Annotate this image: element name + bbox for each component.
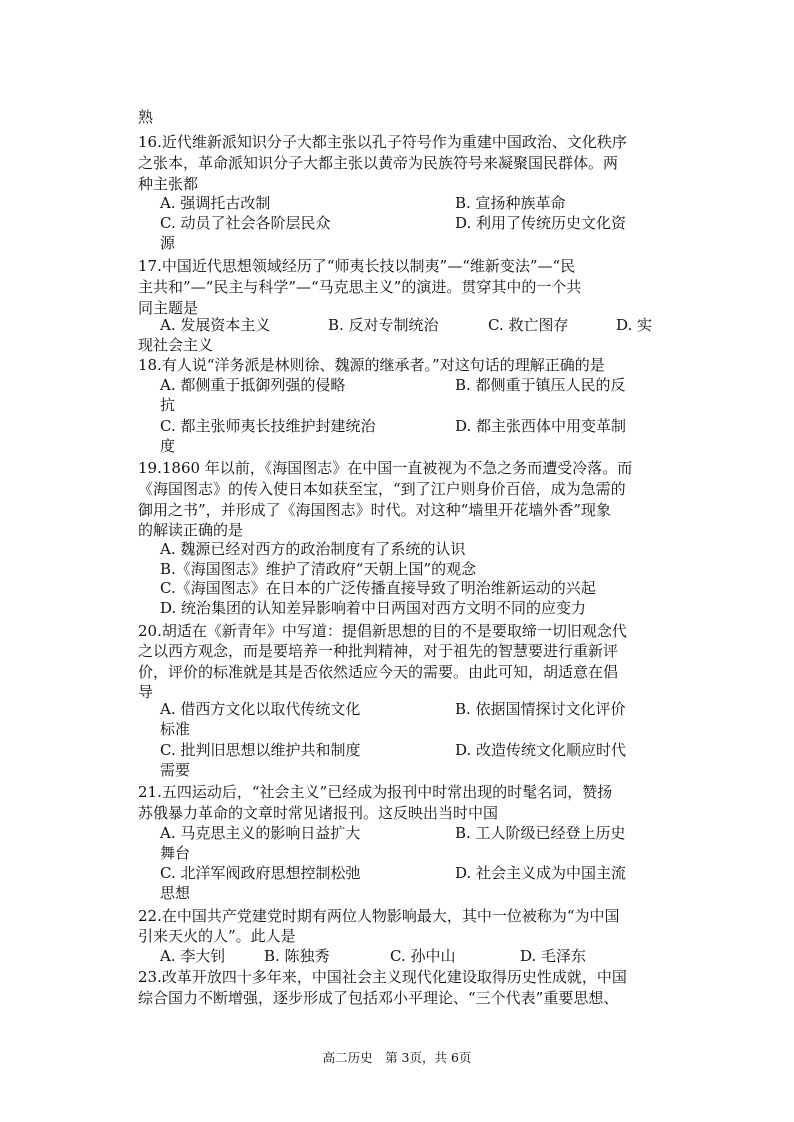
q18-stem-line-1: 18.有人说“洋务派是林则徐、魏源的继承者。”对这句话的理解正确的是	[138, 356, 605, 374]
q17-option-a: A. 发展资本主义	[160, 316, 271, 334]
q17-stem-line-1: 17.中国近代思想领域经历了“师夷长技以制夷”—“维新变法”—“民	[138, 257, 576, 275]
q19-stem-line-4: 的解读正确的是	[138, 521, 244, 539]
q17-option-d-wrap: 现社会主义	[138, 336, 214, 354]
q17-stem-line-3: 同主题是	[138, 299, 199, 317]
q21-stem-line-1: 21.五四运动后，“社会主义”已经成为报刊中时常出现的时髦名词，赞扬	[138, 783, 613, 801]
q21-option-b-wrap: 舞台	[160, 844, 191, 862]
q22-stem-line-2: 引来天火的人”。此人是	[138, 927, 296, 945]
q23-stem-line-2: 综合国力不断增强，逐步形成了包括邓小平理论、“三个代表”重要思想、	[138, 989, 619, 1007]
q19-option-d: D. 统治集团的认知差异影响着中日两国对西方文明不同的应变力	[160, 599, 587, 617]
q21-option-d-wrap: 思想	[160, 884, 191, 902]
q20-stem-line-2: 之以西方观念，而是要培养一种批判精神，对于祖先的智慧要进行重新评	[138, 642, 619, 660]
q19-option-b: B.《海国图志》维护了清政府“天朝上国”的观念	[160, 560, 477, 578]
q16-stem-line-3: 种主张都	[138, 175, 199, 193]
q20-option-b: B. 依据国情探讨文化评价	[455, 700, 626, 718]
q18-option-d: D. 都主张西体中用变革制	[455, 417, 627, 435]
q18-option-a: A. 都侧重于抵御列强的侵略	[160, 376, 346, 394]
q22-option-c: C. 孙中山	[390, 947, 456, 965]
q17-stem-line-2: 主共和”—“民主与科学”—“马克思主义”的演进。贯穿其中的一个共	[138, 278, 582, 296]
q16-option-d-wrap: 源	[160, 234, 176, 252]
q17-option-b: B. 反对专制统治	[328, 316, 439, 334]
q21-option-c: C. 北洋军阀政府思想控制松弛	[160, 864, 361, 882]
q18-option-c: C. 都主张师夷长技维护封建统治	[160, 417, 376, 435]
q16-option-a: A. 强调托古改制	[160, 194, 271, 212]
q22-stem-line-1: 22.在中国共产党建党时期有两位人物影响最大，其中一位被称为“为中国	[138, 907, 620, 925]
q21-option-d: D. 社会主义成为中国主流	[455, 864, 627, 882]
q20-stem-line-3: 价，评价的标准就是其是否依然适应今天的需要。由此可知，胡适意在倡	[138, 663, 619, 681]
q22-option-a: A. 李大钊	[160, 947, 226, 965]
q19-stem-line-3: 御用之书”，并形成了《海国图志》时代。对这种“墙里开花墙外香”现象	[138, 501, 612, 519]
q20-option-c: C. 批判旧思想以维护共和制度	[160, 741, 361, 759]
q16-stem-line-2: 之张本，革命派知识分子大都主张以黄帝为民族符号来凝聚国民群体。两	[138, 154, 619, 172]
q19-option-c: C.《海国图志》在日本的广泛传播直接导致了明治维新运动的兴起	[160, 579, 596, 597]
q20-option-b-wrap: 标准	[160, 720, 191, 738]
q21-stem-line-2: 苏俄暴力革命的文章时常见诸报刊。这反映出当时中国	[138, 804, 499, 822]
q19-option-a: A. 魏源已经对西方的政治制度有了系统的认识	[160, 540, 466, 558]
q20-option-d: D. 改造传统文化顺应时代	[455, 741, 627, 759]
q16-option-b: B. 宣扬种族革命	[455, 194, 566, 212]
q20-stem-line-4: 导	[138, 683, 154, 701]
q21-option-b: B. 工人阶级已经登上历史	[455, 824, 626, 842]
q19-stem-line-1: 19.1860 年以前，《海国图志》在中国一直被视为不急之务而遭受冷落。而	[138, 459, 633, 477]
q18-option-b: B. 都侧重于镇压人民的反	[455, 376, 626, 394]
q19-stem-line-2: 《海国图志》的传入使日本如获至宝，“到了江户则身价百倍，成为急需的	[138, 480, 626, 498]
q21-option-a: A. 马克思主义的影响日益扩大	[160, 824, 361, 842]
q16-option-d: D. 利用了传统历史文化资	[455, 214, 627, 232]
q16-option-c: C. 动员了社会各阶层民众	[160, 214, 331, 232]
q20-option-d-wrap: 需要	[160, 761, 191, 779]
q17-option-d: D. 实	[616, 316, 653, 334]
q23-stem-line-1: 23.改革开放四十多年来，中国社会主义现代化建设取得历史性成就，中国	[138, 968, 627, 986]
q20-option-a: A. 借西方文化以取代传统文化	[160, 700, 361, 718]
q22-option-d: D. 毛泽东	[520, 947, 587, 965]
q18-option-d-wrap: 度	[160, 437, 176, 455]
q18-option-b-wrap: 抗	[160, 396, 176, 414]
q22-option-b: B. 陈独秀	[264, 947, 330, 965]
q16-stem-line-1: 16.近代维新派知识分子大都主张以孔子符号作为重建中国政治、文化秩序	[138, 133, 627, 151]
q20-stem-line-1: 20.胡适在《新青年》中写道：提倡新思想的目的不是要取缔一切旧观念代	[138, 622, 627, 640]
page-footer: 高二历史 第 3页，共 6页	[322, 1050, 472, 1065]
q17-option-c: C. 救亡图存	[488, 316, 569, 334]
q15-tail-text: 熟	[138, 108, 154, 126]
